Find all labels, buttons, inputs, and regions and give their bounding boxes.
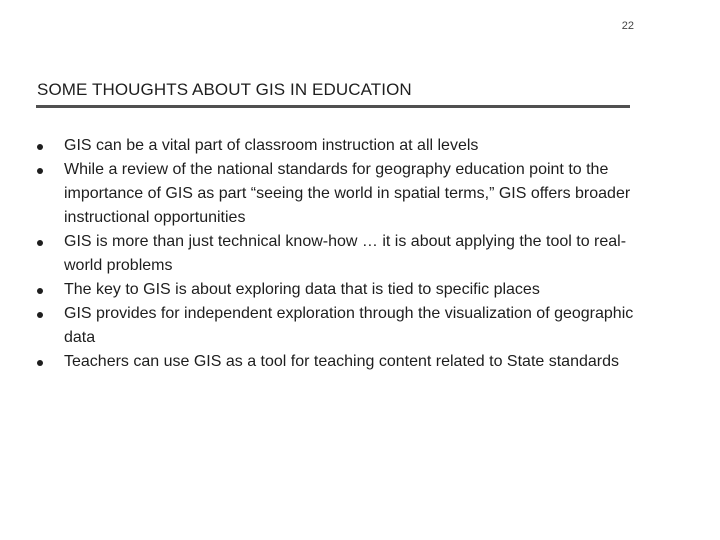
bullet-text: The key to GIS is about exploring data that is tied to specific places <box>64 281 540 298</box>
page-number: 22 <box>621 20 634 32</box>
bullet-item <box>37 302 647 350</box>
bullet-item <box>37 158 647 230</box>
bullet-dot-icon <box>37 288 43 294</box>
bullet-text: GIS provides for independent exploration through the visualization of geographic data <box>64 305 634 346</box>
bullet-dot-icon <box>37 240 43 246</box>
bullet-list <box>37 134 647 374</box>
bullet-text: GIS is more than just technical know-how … it is about applying the tool to real-world problems <box>64 233 627 274</box>
bullet-text: While a review of the national standards for geography education point to the importance of GIS as part “seeing the world in spatial terms,” GIS offers broader instructional opportunities <box>64 161 631 226</box>
bullet-item <box>37 230 647 278</box>
bullet-text: Teachers can use GIS as a tool for teaching content related to State standards <box>64 353 619 370</box>
slide-title: SOME THOUGHTS ABOUT GIS IN EDUCATION <box>37 80 412 99</box>
bullet-item <box>37 278 647 302</box>
bullet-text: GIS can be a vital part of classroom instruction at all levels <box>64 137 479 154</box>
bullet-item <box>37 350 647 374</box>
bullet-dot-icon <box>37 168 43 174</box>
bullet-dot-icon <box>37 144 43 150</box>
bullet-dot-icon <box>37 360 43 366</box>
title-divider <box>36 105 630 108</box>
bullet-dot-icon <box>37 312 43 318</box>
bullet-item <box>37 134 647 158</box>
